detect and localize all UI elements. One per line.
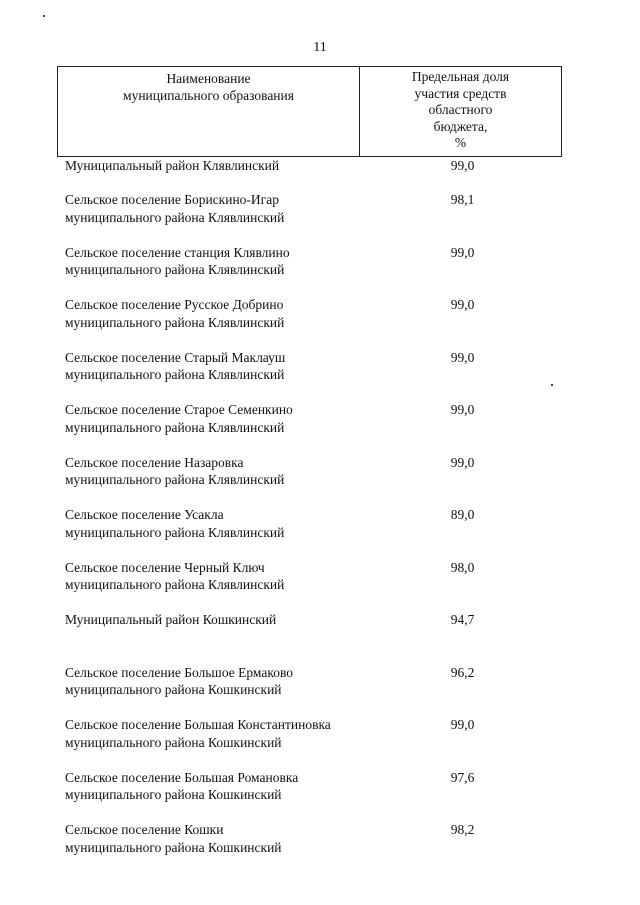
municipality-name-line: Сельское поселение Большая Константиновка [65,717,331,732]
table-row [0,716,640,769]
municipality-name-line: муниципального района Кошкинский [65,787,282,802]
municipality-name [65,401,385,436]
municipality-name-line: муниципального района Кошкинский [65,839,282,855]
municipality-name-line: Сельское поселение Старое Семенкино [65,402,293,417]
municipality-name [65,244,385,279]
header-share-line: % [454,135,467,150]
municipality-name-line: Сельское поселение Кошки [65,822,224,837]
share-value: 99,0 [450,454,475,470]
header-share-line: бюджета, [433,118,488,134]
municipality-name-line: Муниципальный район Кошкинский [65,612,277,627]
municipality-name-line: муниципального района Клявлинский [65,419,285,435]
municipality-name-line: муниципального района Клявлинский [65,524,285,540]
share-value: 98,1 [450,192,475,207]
municipality-name [65,296,385,331]
municipality-name [65,454,385,489]
header-column-share [360,67,561,156]
municipality-name-line: муниципального района Клявлинский [65,577,285,592]
share-value: 99,0 [450,158,475,173]
municipality-name-line: муниципального района Кошкинский [65,682,282,697]
municipality-name-line: муниципального района Клявлинский [65,262,285,277]
municipality-name [65,611,385,629]
table-row [0,769,640,822]
municipality-name-line: Сельское поселение Черный Ключ [65,559,265,575]
municipality-name-line: Сельское поселение Усакла [65,507,224,522]
header-share-line: участия средств [414,85,507,101]
header-share-line: Предельная доля [411,69,510,84]
table-row [0,191,640,244]
share-value: 98,2 [450,822,475,837]
share-value: 89,0 [450,507,475,522]
scan-speck [43,15,45,17]
municipality-name-line: Сельское поселение Старый Маклауш [65,349,286,365]
municipality-name-line: Сельское поселение станция Клявлино [65,244,290,260]
municipality-name [65,664,385,699]
table-row [0,349,640,402]
share-value: 99,0 [450,349,475,365]
header-name-line: Наименование [166,71,251,86]
share-value: 98,0 [450,559,475,575]
municipality-name [65,157,385,175]
table-header [57,66,562,157]
municipality-name-line: Сельское поселение Большая Романовка [65,769,299,785]
municipality-name-line: Сельское поселение Большое Ермаково [65,664,293,680]
table-row [0,454,640,507]
municipality-name-line: Сельское поселение Назаровка [65,454,244,470]
municipality-name-line: Сельское поселение Русское Добрино [65,297,284,312]
page-number: 11 [313,40,327,55]
table-row [0,244,640,297]
municipality-name [65,506,385,541]
table-row [0,506,640,559]
table-row [0,401,640,454]
table-row [0,821,640,874]
header-share-line: областного [428,102,493,117]
share-value: 99,0 [450,402,475,417]
municipality-name-line: муниципального района Клявлинский [65,367,285,382]
share-value: 94,7 [450,612,475,627]
municipality-name [65,559,385,594]
municipality-name-line: муниципального района Клявлинский [65,209,285,225]
table-row [0,559,640,612]
share-value: 99,0 [450,297,475,312]
municipality-name-line: Сельское поселение Борискино-Игар [65,192,279,207]
header-name-line: муниципального образования [123,88,294,103]
table-row [0,296,640,349]
municipality-name-line: муниципального района Клявлинский [65,314,285,330]
share-value: 99,0 [450,244,475,260]
share-value: 96,2 [450,664,475,680]
share-value: 99,0 [450,717,475,732]
municipality-name-line: муниципального района Кошкинский [65,734,282,750]
table-row [0,157,640,191]
table-row [0,611,640,664]
municipality-name [65,769,385,804]
municipality-name-line: Муниципальный район Клявлинский [65,158,280,173]
municipality-name [65,191,385,226]
municipality-name [65,716,385,751]
municipality-name [65,349,385,384]
municipality-name [65,821,385,856]
share-value: 97,6 [450,769,475,785]
municipality-name-line: муниципального района Клявлинский [65,472,285,487]
header-column-name [58,67,360,156]
table-body [0,157,640,874]
table-row [0,664,640,717]
